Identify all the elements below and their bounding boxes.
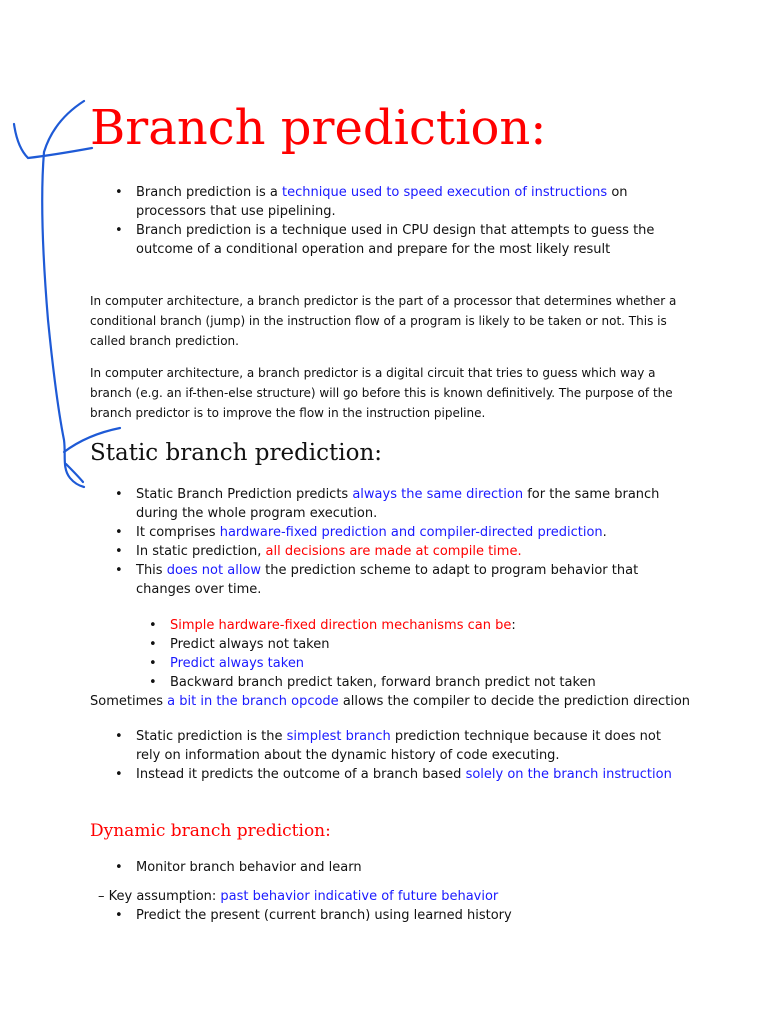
dynamic-section-heading: Dynamic branch prediction: bbox=[90, 821, 331, 841]
list-item: • Branch prediction is a technique used in CPU design that attempts to guess the outcome of a conditional operation and prepare for the most likely result bbox=[136, 221, 684, 259]
list-item: • Static prediction is the simplest branch prediction technique because it does not rely on information about the dynamic history of code executing. bbox=[136, 727, 684, 765]
annotation-bracket-stroke bbox=[42, 101, 84, 487]
list-item: • In static prediction, all decisions are made at compile time. bbox=[136, 542, 684, 561]
list-item: • Static Branch Prediction predicts always the same direction for the same branch during the whole program execution. bbox=[136, 485, 684, 523]
static-section-heading: Static branch prediction: bbox=[90, 440, 383, 466]
list-item: • Predict always not taken bbox=[170, 635, 690, 654]
list-item: • Predict always taken bbox=[170, 654, 690, 673]
paragraph-definition-2: In computer architecture, a branch predictor is a digital circuit that tries to guess which way a branch (e.g. an if-then-else structure) will go before this is known definitively. The purpose of the branch predictor is to improve the flow in the instruction pipeline. bbox=[90, 366, 673, 420]
list-item: • This does not allow the prediction scheme to adapt to program behavior that changes over time. bbox=[136, 561, 684, 599]
static-bullet-list bbox=[136, 485, 684, 599]
static-detail-bullet-list bbox=[136, 727, 684, 784]
intro-bullet-list bbox=[136, 183, 684, 259]
list-item: • Instead it predicts the outcome of a branch based solely on the branch instruction bbox=[136, 765, 684, 784]
annotation-tick-stroke bbox=[66, 464, 83, 482]
list-item: • Backward branch predict taken, forward branch predict not taken bbox=[170, 673, 690, 692]
paragraph-definition-1: In computer architecture, a branch predictor is the part of a processor that determines whether a conditional branch (jump) in the instruction flow of a program is likely to be taken or not. This is called branch prediction. bbox=[90, 294, 677, 348]
list-item: • Monitor branch behavior and learn bbox=[136, 858, 684, 877]
sometimes-line: Sometimes a bit in the branch opcode allows the compiler to decide the prediction direction bbox=[90, 694, 691, 709]
annotation-arrow-stroke bbox=[14, 124, 92, 158]
list-item: • Branch prediction is a technique used to speed execution of instructions on processors that use pipelining. bbox=[136, 183, 684, 221]
list-item: • It comprises hardware-fixed prediction and compiler-directed prediction. bbox=[136, 523, 684, 542]
list-item: • Predict the present (current branch) using learned history bbox=[136, 906, 684, 925]
page-title: Branch prediction: bbox=[90, 100, 547, 156]
mechanism-bullet-list bbox=[170, 616, 690, 692]
key-assumption-line: – Key assumption: past behavior indicative of future behavior bbox=[98, 889, 499, 904]
list-item: • Simple hardware-fixed direction mechanisms can be: bbox=[170, 616, 690, 635]
dynamic-bullet-list-2 bbox=[136, 906, 684, 925]
dynamic-bullet-list bbox=[136, 858, 684, 877]
